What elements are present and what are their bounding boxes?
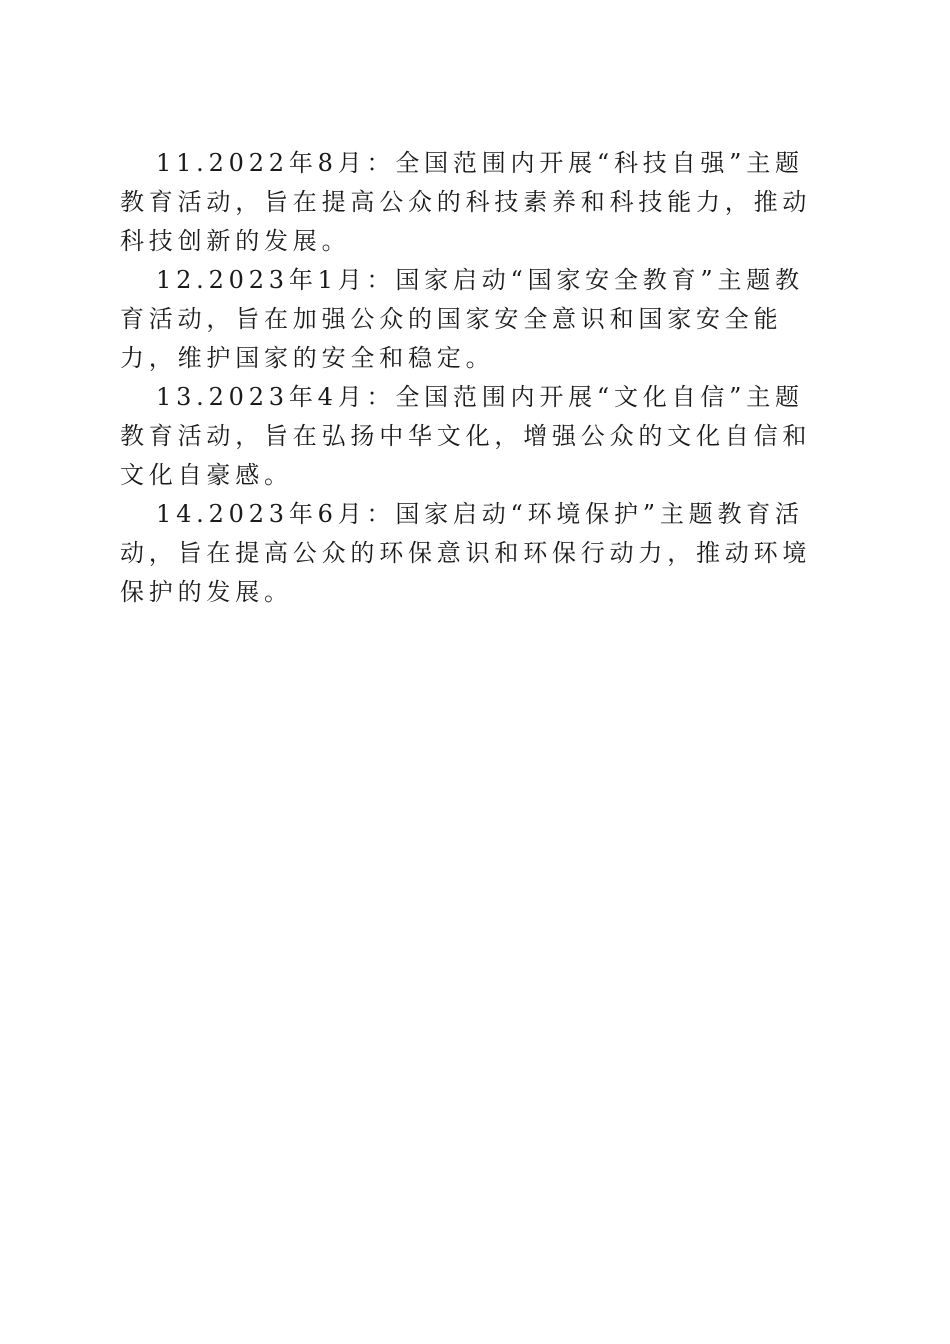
document-body <box>120 144 832 612</box>
paragraph-item-11: 11.2022年8月：全国范围内开展“科技自强”主题教育活动，旨在提高公众的科技素养和科技能力，推动科技创新的发展。 <box>120 149 812 255</box>
paragraph-item-14: 14.2023年6月：国家启动“环境保护”主题教育活动，旨在提高公众的环保意识和环保行动力，推动环境保护的发展。 <box>120 500 812 606</box>
paragraph-item-12: 12.2023年1月：国家启动“国家安全教育”主题教育活动，旨在加强公众的国家安全意识和国家安全能力，维护国家的安全和稳定。 <box>120 266 804 372</box>
paragraph-item-13: 13.2023年4月：全国范围内开展“文化自信”主题教育活动，旨在弘扬中华文化，增强公众的文化自信和文化自豪感。 <box>120 383 812 489</box>
